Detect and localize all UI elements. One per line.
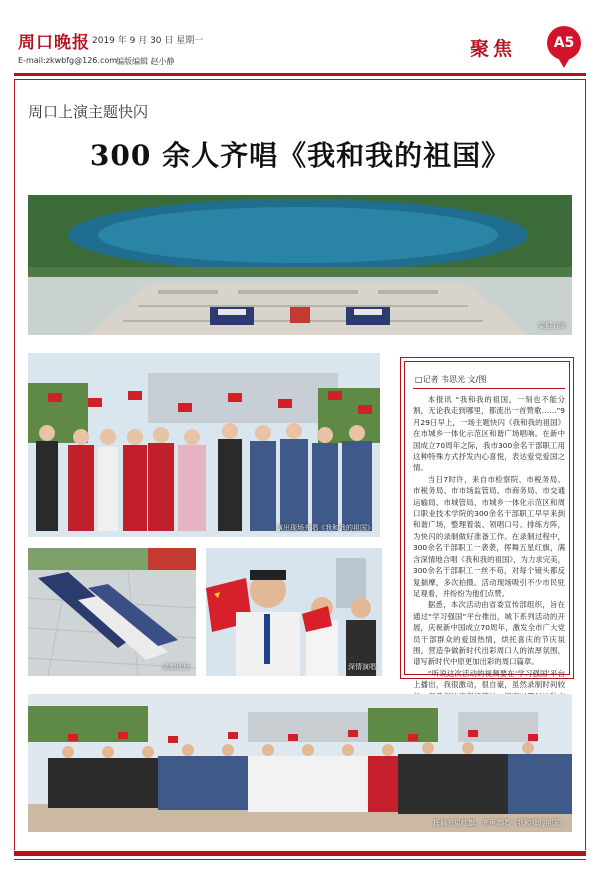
lineup-caption: 挥舞五星红旗，齐声高唱《我和我的祖国》 <box>433 819 566 827</box>
footer-rule-thin <box>14 859 586 860</box>
formation-photo <box>28 548 196 676</box>
article-paragraph-1: 本报讯 “我和我的祖国，一刻也不能分割，无论我走到哪里，都流出一首赞歌……”9月29日早上，一场主题快闪《我和我的祖国》在市城乡一体化示范区和谐广场唱响。在新中国成立70周年之际，我市300余名干部职工用这种特殊方式抒发内心喜悦，表达爱党爱国之情。 <box>413 395 565 473</box>
aerial-photo <box>28 195 572 335</box>
lineup-photo <box>28 694 572 832</box>
article-body-frame <box>404 361 570 690</box>
article-byline: □记者 韦思光 文/图 <box>415 375 487 384</box>
singing-crowd-photo <box>28 353 380 537</box>
page-editor: 编版编辑 赵小静 <box>116 57 175 66</box>
publication-date: 2019 年 9 月 30 日 星期一 <box>92 36 204 46</box>
header-rule-thin <box>14 79 586 80</box>
formation-image <box>28 548 196 676</box>
portrait-caption: 深情演唱 <box>348 663 376 671</box>
lineup-image <box>28 694 572 832</box>
frame-left <box>14 80 15 850</box>
aerial-photo-image <box>28 195 572 335</box>
formation-caption: 录制现场 <box>162 663 190 671</box>
portrait-image <box>206 548 382 676</box>
contact-email: E-mail:zkwbfg@126.com <box>18 56 118 65</box>
portrait-photo <box>206 548 382 676</box>
article-kicker: 周口上演主题快闪 <box>28 103 149 121</box>
newspaper-logo: 周口晚报 <box>18 33 90 53</box>
page-number-badge: A5 <box>547 26 581 60</box>
header-rule <box>14 73 586 76</box>
singing-crowd-caption: 演出现场齐唱《我和我的祖国》 <box>276 524 374 532</box>
aerial-photo-caption: 梁振方阵 <box>538 322 566 330</box>
singing-crowd-image <box>28 353 380 537</box>
section-title: 聚焦 <box>470 38 517 60</box>
byline-rule <box>413 388 565 389</box>
article-body <box>413 394 565 725</box>
page-header <box>0 0 600 72</box>
footer-rule <box>14 851 586 856</box>
article-body-box <box>400 357 574 690</box>
article-headline: 300 余人齐唱《我和我的祖国》 <box>89 139 511 172</box>
frame-right <box>585 80 586 850</box>
article-paragraph-4: “听说这次活动的视频要在‘学习强国’平台上播出，我很激动，很自豪，虽然录制时间较 <box>413 668 565 690</box>
article-paragraph-3: 据悉，本次活动由省委宣传部组织，旨在通过“学习强国”平台推出，城下系列活动的开展，庆祝新中国成立70周年，激发全市广大党员干部群众的爱国热情，烘托喜庆的节庆氛围，营造争做新时代出彩周口人的浓厚氛围，谱写新时代中原更加出彩的周口篇章。 <box>413 600 565 667</box>
article-paragraph-2: 当日7时许，来自市检察院、市税务局、市税务局、市市场监管局、市商务局、市交通运输局、市城管局、市城乡一体化示范区和周口职业技术学院的300余名干部职工早早来到和谐广场，整理着装、领唱口号、排练方阵，为快闪的录制做好准备工作。在录制过程中，300余名干部职工一袭袭，挥舞五星红旗，满含深情地合唱《我和我的祖国》，为力求完美，300余名干部职工一丝不苟，对每个镜头都反复揣摩，多次拍摄。活动现场吸引不少市民驻足观看，并纷纷为他们点赞。 <box>413 474 565 598</box>
